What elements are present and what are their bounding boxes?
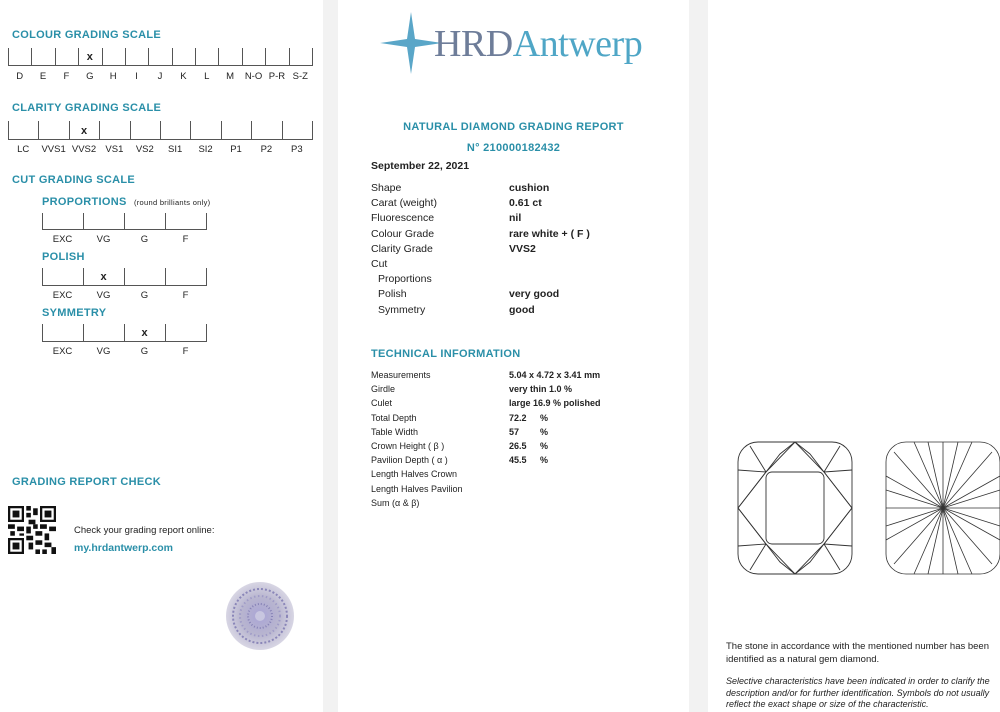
scale-label: VS1 (105, 144, 124, 155)
technical-label: Length Halves Pavilion (371, 483, 463, 494)
grading-label: Fluorescence (371, 212, 435, 225)
scale-tick (265, 48, 266, 66)
grading-value: cushion (509, 182, 550, 194)
technical-label: Length Halves Crown (371, 469, 458, 480)
proportions-note: (round brilliants only) (133, 198, 211, 207)
scale-tick (31, 48, 32, 66)
scale-tick (242, 48, 243, 66)
scale-tick (165, 213, 166, 230)
grade-mark: x (141, 327, 148, 339)
scale-tick (312, 121, 313, 140)
scale-tick (190, 121, 191, 140)
grading-value: VVS2 (509, 242, 536, 255)
technical-unit: % (540, 455, 549, 466)
scale-tick (99, 121, 100, 140)
technical-label: Table Width (371, 426, 419, 437)
cut-scale-title: CUT GRADING SCALE (12, 174, 136, 186)
scale-label: EXC (52, 234, 73, 245)
scale-tick (251, 121, 252, 140)
scale-label: K (180, 71, 187, 82)
scale-tick (124, 268, 125, 286)
grading-label: Cut (371, 258, 388, 270)
scale-label: VS2 (135, 144, 154, 155)
technical-value: 26.5 (509, 441, 527, 451)
scale-label: VVS1 (41, 144, 66, 155)
scale-label: J (157, 71, 163, 82)
identification-statement: The stone in accordance with the mentioned number has been identified as a natural gem diamond. (726, 641, 989, 665)
technical-label: Culet (371, 398, 393, 409)
scale-label: M (226, 71, 235, 82)
scale-label: F (182, 290, 189, 301)
technical-value: very thin 1.0 % (509, 384, 573, 395)
pavilion-diagram (884, 440, 1000, 576)
scale-tick (55, 48, 56, 66)
scale-label: G (140, 346, 149, 357)
scale-tick (78, 48, 79, 66)
scale-label: F (63, 71, 70, 82)
scale-line (8, 65, 312, 66)
technical-unit: % (540, 412, 549, 423)
report-check-text: Check your grading report online: (74, 525, 215, 536)
qr-code-icon[interactable] (8, 506, 56, 554)
grading-value: very good (509, 288, 560, 301)
proportions-label: PROPORTIONS (42, 196, 127, 208)
polish-title: POLISH (42, 251, 85, 263)
scale-label: EXC (52, 346, 73, 357)
report-panel (338, 0, 689, 712)
scale-label: G (140, 234, 149, 245)
grading-label: Clarity Grade (371, 242, 433, 255)
scale-tick (130, 121, 131, 140)
scale-tick (8, 121, 9, 140)
scale-tick (83, 213, 84, 230)
clarity-grading-scale (8, 121, 312, 157)
scale-label: F (182, 346, 189, 357)
grade-mark: x (80, 125, 88, 137)
grading-value: good (509, 303, 535, 316)
disclaimer-text: Selective characteristics have been indicated in order to clarify the description and/or for further identification. Symbols do not usually reflect the exact shape or size of the characteristic. (726, 676, 990, 709)
scale-tick (42, 268, 43, 286)
hologram-seal-icon (222, 578, 298, 654)
scale-label: VVS2 (71, 144, 97, 155)
proportions-title (42, 196, 210, 208)
scale-tick (124, 324, 125, 342)
grading-label: Proportions (378, 273, 432, 286)
scale-tick (289, 48, 290, 66)
scales-panel (0, 0, 323, 712)
scale-label: S-Z (292, 71, 308, 82)
clarity-scale-title: CLARITY GRADING SCALE (12, 102, 162, 114)
scale-label: E (39, 71, 47, 82)
scale-label: G (140, 290, 149, 301)
scale-tick (195, 48, 196, 66)
scale-tick (218, 48, 219, 66)
scale-label: D (16, 71, 24, 82)
colour-scale-title: COLOUR GRADING SCALE (12, 29, 161, 41)
scale-tick (160, 121, 161, 140)
hrd-antwerp-logo (434, 22, 642, 66)
report-date: September 22, 2021 (371, 160, 470, 172)
technical-unit: % (540, 441, 549, 451)
grading-value: nil (509, 212, 522, 225)
report-check-link[interactable]: my.hrdantwerp.com (74, 542, 173, 554)
grading-label: Symmetry (378, 303, 426, 316)
scale-label: P-R (268, 71, 286, 82)
scale-tick (282, 121, 283, 140)
scale-tick (69, 121, 70, 140)
grading-label: Shape (371, 182, 402, 194)
scale-label: EXC (52, 290, 73, 301)
scale-label: L (204, 71, 210, 82)
scale-tick (102, 48, 103, 66)
technical-value: 57 (509, 426, 520, 437)
sparkle-star-icon (380, 12, 442, 74)
scale-tick (148, 48, 149, 66)
scale-label: G (86, 71, 94, 82)
scale-tick (42, 213, 43, 230)
technical-title: TECHNICAL INFORMATION (371, 348, 521, 360)
technical-label: Total Depth (371, 412, 417, 423)
scale-label: P1 (230, 144, 242, 155)
scale-tick (42, 324, 43, 342)
grading-label: Polish (378, 288, 407, 301)
scale-tick (8, 48, 9, 66)
scale-tick (221, 121, 222, 140)
scale-tick (165, 324, 166, 342)
scale-label: H (109, 71, 117, 82)
grading-value: rare white + ( F ) (509, 227, 590, 240)
scale-label: VG (96, 346, 111, 357)
scale-label: VG (96, 234, 111, 245)
plot-panel (708, 0, 1000, 712)
scale-tick (206, 324, 207, 342)
symmetry-scale (42, 324, 206, 360)
logo-hrd: HRD (434, 23, 513, 65)
grade-mark: x (86, 51, 93, 63)
crown-diagram (736, 440, 854, 576)
scale-tick (172, 48, 173, 66)
scale-tick (125, 48, 126, 66)
scale-tick (38, 121, 39, 140)
polish-scale (42, 268, 206, 304)
grading-label: Colour Grade (371, 227, 435, 240)
grading-value: 0.61 ct (509, 197, 542, 210)
scale-label: SI2 (198, 144, 213, 155)
scale-tick (206, 213, 207, 230)
technical-value: large 16.9 % polished (509, 398, 601, 409)
scale-label: I (135, 71, 138, 82)
colour-grading-scale (8, 48, 312, 84)
scale-label: N-O (244, 71, 263, 82)
scale-tick (83, 324, 84, 342)
symmetry-title: SYMMETRY (42, 307, 107, 319)
technical-value: 5.04 x 4.72 x 3.41 mm (509, 370, 601, 380)
report-number: N° 210000182432 (466, 142, 561, 154)
scale-label: P2 (260, 144, 273, 155)
scale-label: P3 (290, 144, 303, 155)
report-check-title: GRADING REPORT CHECK (12, 476, 162, 488)
technical-label: Crown Height ( β ) (371, 441, 445, 451)
technical-unit: % (540, 426, 549, 437)
proportions-scale (42, 213, 206, 249)
grade-mark: x (100, 271, 107, 283)
logo-antwerp: Antwerp (512, 23, 643, 65)
scale-tick (206, 268, 207, 286)
scale-tick (312, 48, 313, 66)
technical-value: 72.2 (509, 412, 527, 423)
technical-label: Sum (α & β) (371, 497, 420, 508)
scale-label: VG (96, 290, 111, 301)
report-title: NATURAL DIAMOND GRADING REPORT (403, 121, 624, 133)
scale-label: LC (17, 144, 30, 155)
scale-tick (83, 268, 84, 286)
grading-label: Carat (weight) (371, 197, 437, 210)
scale-label: SI1 (168, 144, 183, 155)
scale-tick (165, 268, 166, 286)
technical-label: Measurements (371, 370, 431, 380)
scale-label: F (182, 234, 189, 245)
technical-label: Pavilion Depth ( α ) (371, 455, 448, 466)
scale-tick (124, 213, 125, 230)
technical-label: Girdle (371, 384, 396, 395)
technical-value: 45.5 (509, 455, 527, 466)
